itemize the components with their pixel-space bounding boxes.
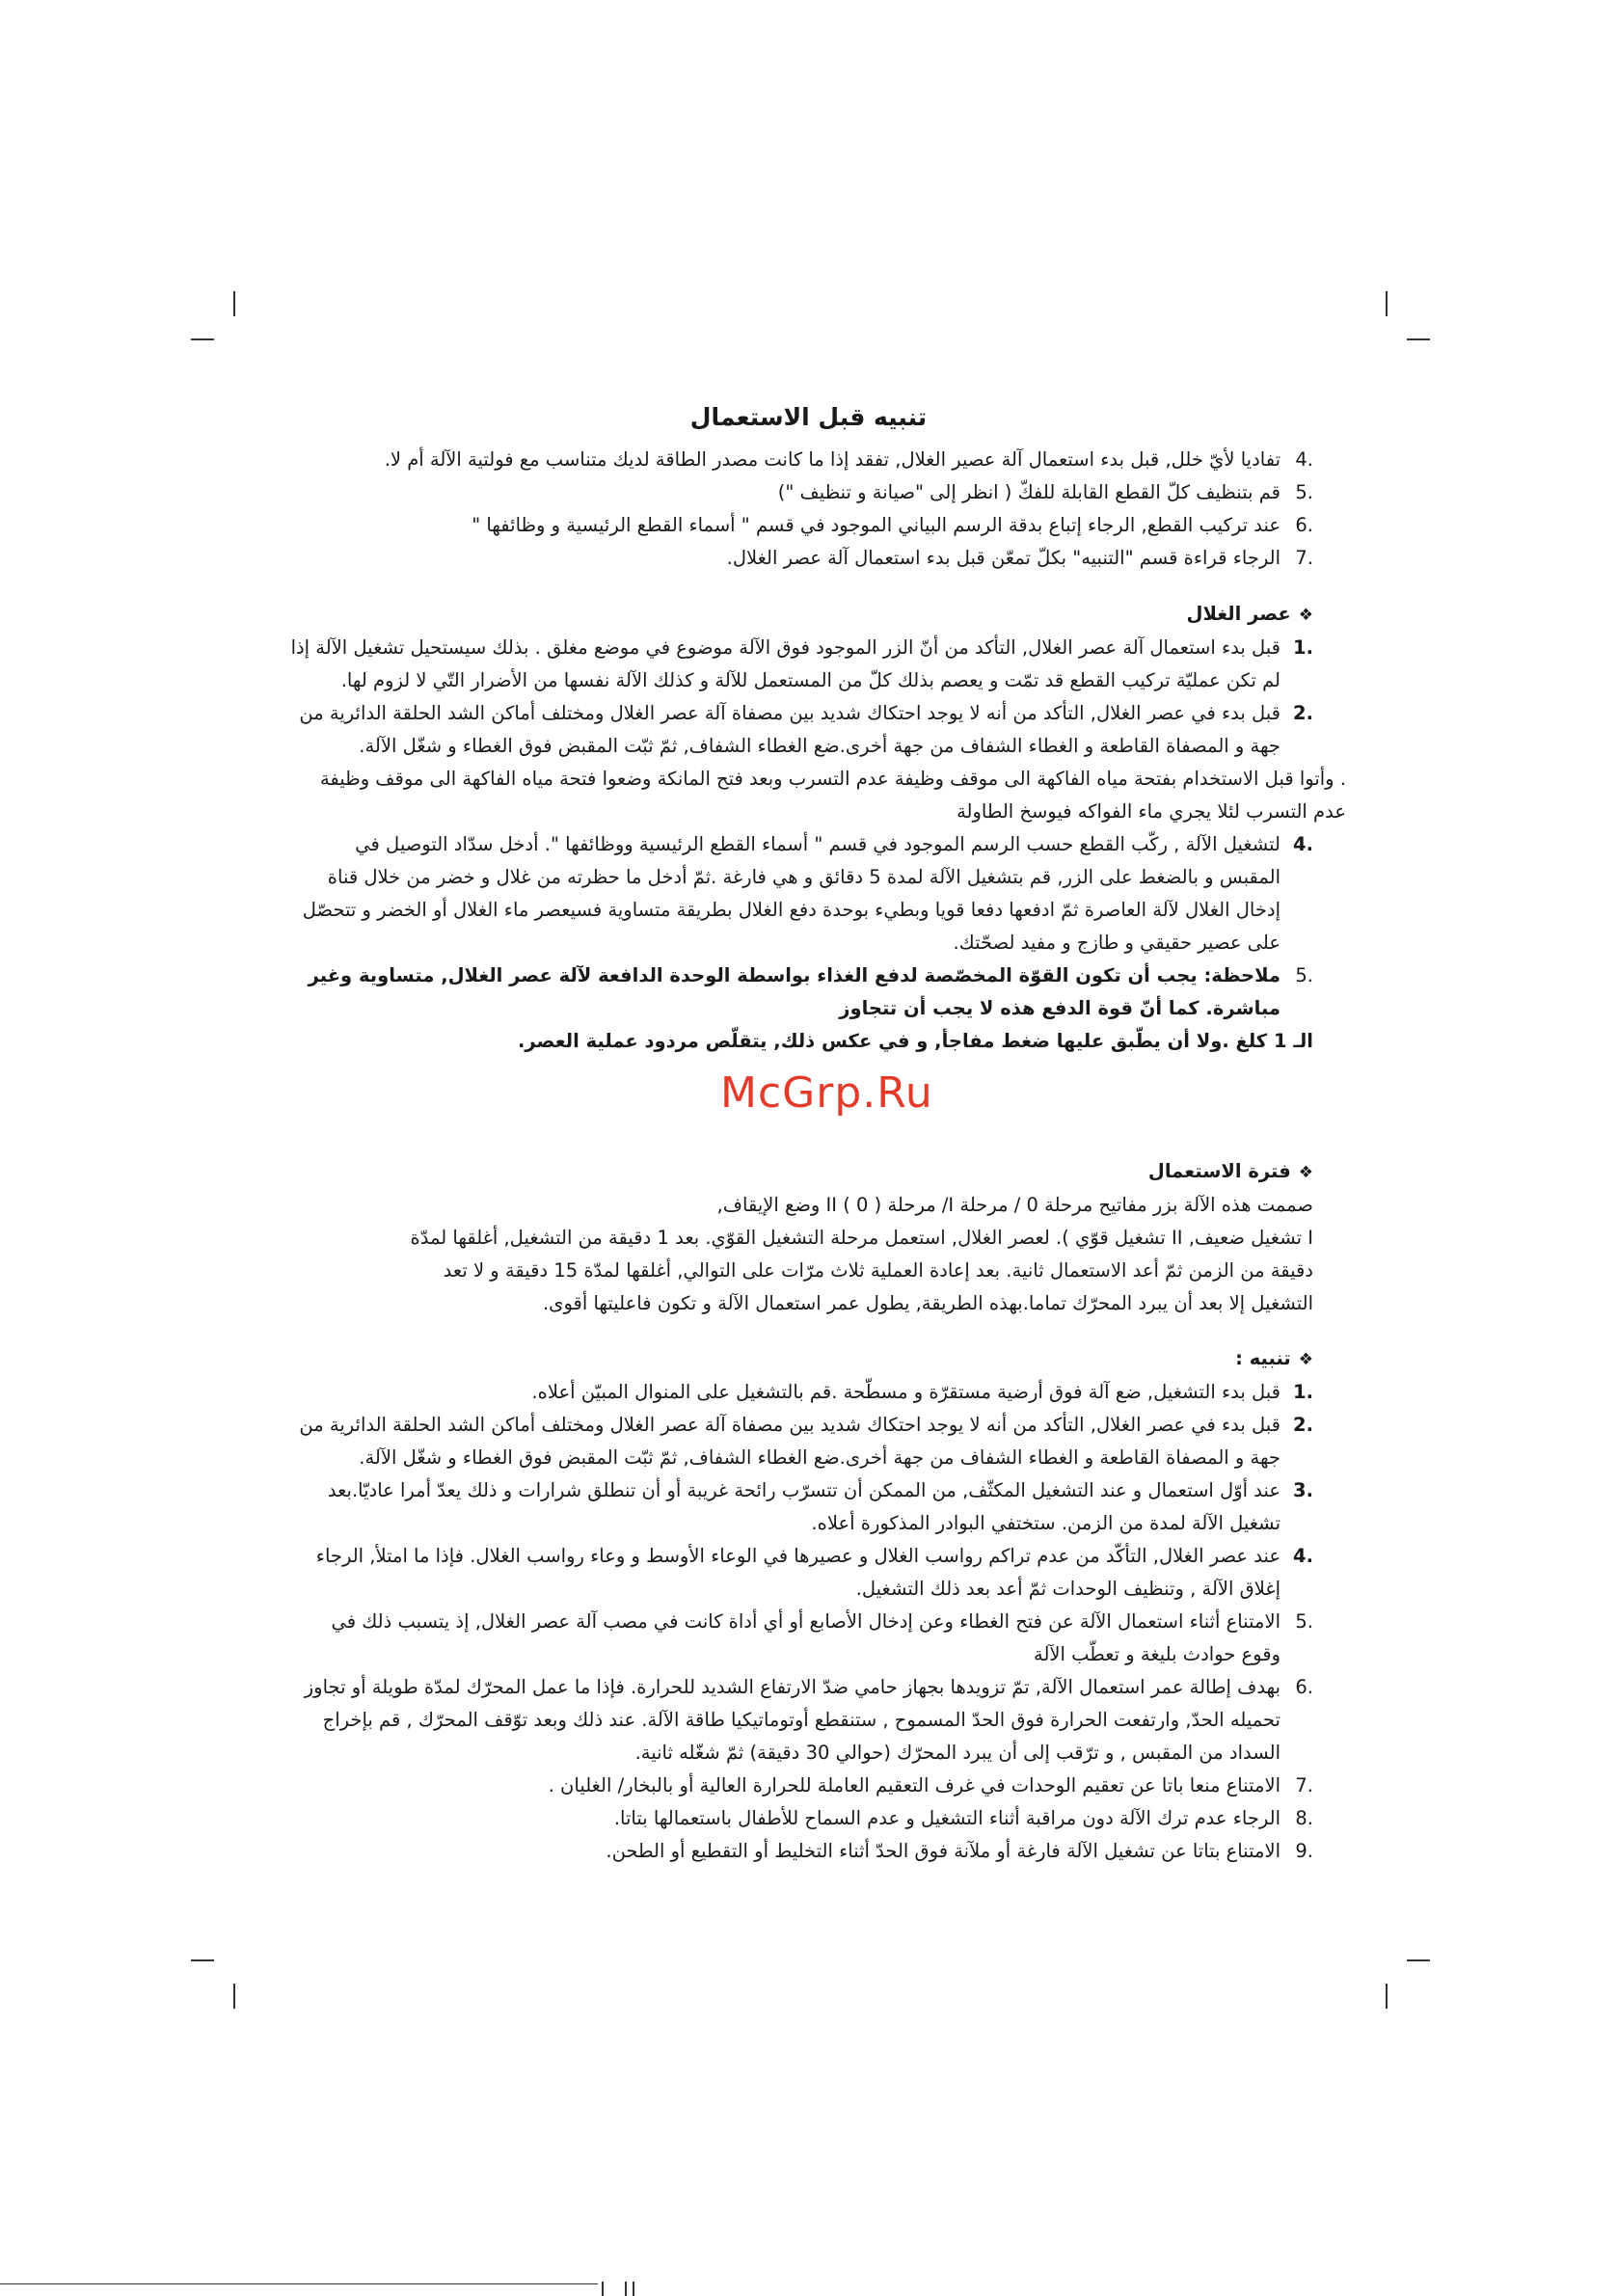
list-item xyxy=(289,959,1313,1025)
list-item xyxy=(289,697,1313,763)
list-item xyxy=(289,1540,1313,1606)
item-text: تفاديا لأيّ خلل, قبل بدء استعمال آلة عصير الغلال, تفقد إذا ما كانت مصدر الطاقة لديك متناسب مع فولتية الآلة أم لا. xyxy=(384,448,1280,471)
crop-mark-bottom-left-v xyxy=(233,1984,235,2009)
warning-section xyxy=(289,1342,1313,1868)
item-text: عند عصر الغلال, التأكّد من عدم تراكم رواسب الغلال و عصيرها في الوعاء الأوسط و وعاء رواسب الغلال. فإذا ما امتلأ, الرجاء إغلاق الآلة , وتنظيف الوحدات ثمّ أعد بعد ذلك التشغيل. xyxy=(315,1545,1280,1600)
item-text: قبل بدء في عصر الغلال, التأكد من أنه لا يوجد احتكاك شديد بين مصفاة آلة عصر الغلال ومختلف أماكن الشد الحلقة الدائرية من جهة و المصفاة القاطعة و الغطاء الشفاف من جهة أخرى.ضع الغطاء الشفاف, ثمّ ثبّت المقبض فوق الغطاء و شغّل الآلة. xyxy=(299,702,1280,757)
crop-mark-bottom-left-h xyxy=(191,1959,214,1961)
footer-tick xyxy=(625,2282,627,2296)
item-text: قبل بدء التشغيل, ضع آلة فوق أرضية مستقرّة و مسطّحة .قم بالتشغيل على المنوال المبيّن أعلاه. xyxy=(531,1381,1280,1403)
watermark-text: McGrp.Ru xyxy=(720,1068,933,1118)
usage-line: صممت هذه الآلة بزر مفاتيح مرحلة 0 / مرحلة I/ مرحلة II ( 0 ) وضع الإيقاف, xyxy=(716,1194,1313,1216)
item-number: 5. xyxy=(1295,1610,1313,1633)
list-item xyxy=(289,1769,1313,1802)
usage-line: دقيقة من الزمن ثمّ أعد الاستعمال ثانية. بعد إعادة العملية ثلاث مرّات على التوالي, أغلقها لمدّة 15 دقيقة و لا تعد xyxy=(443,1259,1313,1282)
item-number: 2. xyxy=(1293,1414,1313,1436)
crop-mark-bottom-right-v xyxy=(1386,1984,1388,2009)
item-number: 9. xyxy=(1295,1840,1313,1862)
crop-mark-top-right-h xyxy=(1407,338,1430,340)
intro-list xyxy=(289,444,1313,575)
item-number: 6. xyxy=(1295,514,1313,536)
juicer-heading: عصر الغلال xyxy=(1186,603,1291,625)
usage-line: I تشغيل ضعيف, II تشغيل قوّي ). لعصر الغلال, استعمل مرحلة التشغيل القوّي. بعد 1 دقيقة من التشغيل, أغلقها لمدّة xyxy=(410,1227,1313,1249)
section-heading xyxy=(289,1342,1313,1376)
list-item xyxy=(289,1474,1313,1540)
item-text: الامتناع أثناء استعمال الآلة عن فتح الغطاء وعن إدخال الأصابع أو أي أداة كانت في مصب آلة عصر الغلال, إذ يتسبب ذلك في وقوع حوادث بليغة و تعطّب الآلة xyxy=(331,1610,1280,1665)
list-item xyxy=(289,1835,1313,1868)
item-number: 3. xyxy=(1293,1479,1313,1501)
item-number: 2. xyxy=(1293,702,1313,724)
item-number: 6. xyxy=(1295,1676,1313,1698)
item-text: عند أوّل استعمال و عند التشغيل المكثّف, من الممكن أن تتسرّب رائحة غريبة أو أن تنطلق شرارات و ذلك يعدّ أمرا عاديّا.بعد تشغيل الآلة لمدة من الزمن. ستختفي البوادر المذكورة أعلاه. xyxy=(327,1479,1280,1534)
item-number: 5. xyxy=(1295,964,1313,986)
list-item xyxy=(289,632,1313,697)
juicer-section xyxy=(289,598,1346,1058)
footer-tick xyxy=(602,2282,604,2296)
list-item xyxy=(289,1409,1313,1474)
item-text: قم بتنظيف كلّ القطع القابلة للفكّ ( انظر إلى "صيانة و تنظيف ") xyxy=(777,481,1280,503)
diamond-bullet-icon: ❖ xyxy=(1298,1350,1313,1369)
list-item xyxy=(289,1606,1313,1671)
usage-line: التشغيل إلا بعد أن يبرد المحرّك تماما.بهذه الطريقة, يطول عمر استعمال الآلة و تكون فاعليتها أقوى. xyxy=(542,1292,1313,1314)
note-tail: الـ 1 كلغ .ولا أن يطّبق عليها ضغط مفاجأ, و في عكس ذلك, يتقلّص مردود عملية العصر. xyxy=(518,1030,1313,1052)
list-item xyxy=(289,1376,1313,1409)
item-number: 8. xyxy=(1295,1807,1313,1829)
list-item xyxy=(289,542,1313,575)
juice-spout-note: . وأتوا قبل الاستخدام بفتحة مياه الفاكهة الى موقف وظيفة عدم التسرب وبعد فتح المانكة وضعوا فتحة مياه الفاكهة الى موقف وظيفة عدم التسرب لئلا يجري ماء الفواكه فيوسخ الطاولة xyxy=(319,768,1346,823)
crop-mark-top-left-h xyxy=(191,338,214,340)
item-number: 5. xyxy=(1295,481,1313,503)
list-item xyxy=(289,476,1313,509)
section-heading xyxy=(289,598,1313,632)
item-number: 4. xyxy=(1293,1545,1313,1567)
item-number: 7. xyxy=(1295,1774,1313,1796)
crop-mark-bottom-right-h xyxy=(1407,1959,1430,1961)
diamond-bullet-icon: ❖ xyxy=(1298,606,1313,625)
list-item xyxy=(289,1802,1313,1835)
item-text: قبل بدء استعمال آلة عصر الغلال, التأكد من أنّ الزر الموجود فوق الآلة موضوع في موضع مغلق . بذلك سيستحيل تشغيل الآلة إذا لم تكن عمليّة تركيب القطع قد تمّت و يعصم بذلك كلّ من المستعمل للآلة و كذلك الآلة نفسها من الأضرار التّي لا لزوم لها. xyxy=(290,636,1280,691)
list-item xyxy=(289,444,1313,476)
list-item xyxy=(289,828,1313,959)
item-text: الرجاء عدم ترك الآلة دون مراقبة أثناء التشغيل و عدم السماح للأطفال باستعمالها بتاتا. xyxy=(613,1807,1280,1829)
item-text: ملاحظة: يجب أن تكون القوّة المخصّصة لدفع الغذاء بواسطة الوحدة الدافعة لآلة عصر الغلال, متساوية وغير مباشرة. كما أنّ قوة الدفع هذه لا يجب أن تتجاوز xyxy=(308,964,1280,1019)
item-number: 1. xyxy=(1293,1381,1313,1403)
usage-heading: فترة الاستعمال xyxy=(1147,1160,1291,1182)
crop-mark-top-left-v xyxy=(233,291,235,316)
item-number: 1. xyxy=(1293,636,1313,659)
list-item xyxy=(289,1671,1313,1769)
page-title: تنبيه قبل الاستعمال xyxy=(689,403,928,431)
item-text: الامتناع بتاتا عن تشغيل الآلة فارغة أو ملآنة فوق الحدّ أثناء التخليط أو التقطيع أو الطحن. xyxy=(606,1840,1280,1862)
usage-section xyxy=(289,1155,1313,1320)
crop-mark-top-right-v xyxy=(1386,291,1388,316)
warning-heading: تنبيه : xyxy=(1235,1347,1291,1369)
item-text: عند تركيب القطع, الرجاء إتباع بدقة الرسم البياني الموجود في قسم " أسماء القطع الرئيسية و وظائفها " xyxy=(472,514,1280,536)
diamond-bullet-icon: ❖ xyxy=(1298,1163,1313,1182)
item-number: 4. xyxy=(1293,833,1313,855)
item-text: قبل بدء في عصر الغلال, التأكد من أنه لا يوجد احتكاك شديد بين مصفاة آلة عصر الغلال ومختلف أماكن الشد الحلقة الدائرية من جهة و المصفاة القاطعة و الغطاء الشفاف من جهة أخرى.ضع الغطاء الشفاف, ثمّ ثبّت المقبض فوق الغطاء و شغّل الآلة. xyxy=(299,1414,1280,1469)
item-text: بهدف إطالة عمر استعمال الآلة, تمّ تزويدها بجهاز حامي ضدّ الارتفاع الشديد للحرارة. فإذا ما عمل المحرّك لمدّة طويلة أو تجاوز تحميله الحدّ, وارتفعت الحرارة فوق الحدّ المسموح , ستنقطع أوتوماتيكيا طاقة الآلة. عند ذلك وبعد توّقف المحرّك , قم بإخراج السداد من المقبس , و ترّقب إلى أن يبرد المحرّك (حوالي 30 دقيقة) ثمّ شغّله ثانية. xyxy=(304,1676,1280,1764)
item-text: الامتناع منعا باتا عن تعقيم الوحدات في غرف التعقيم العاملة للحرارة العالية أو بالبخار/ الغليان . xyxy=(548,1774,1280,1796)
item-text: لتشغيل الآلة , ركّب القطع حسب الرسم الموجود في قسم " أسماء القطع الرئيسية ووظائفها ". أدخل سدّاد التوصيل في المقبس و بالضغط على الزر, قم بتشغيل الآلة لمدة 5 دقائق و هي فارغة .ثمّ أدخل ما حظرته من غلال و خضر من خلال قناة إدخال الغلال لآلة العاصرة ثمّ ادفعها دفعا قويا وبطيء بوحدة دفع الغلال بطريقة متساوية فسيعصر ماء الغلال أو الخضر و تتحصّل على عصير حقيقي و طازج و مفيد لصحّتك. xyxy=(302,833,1280,954)
item-text: الرجاء قراءة قسم "التنبيه" بكلّ تمعّن قبل بدء استعمال آلة عصر الغلال. xyxy=(726,547,1280,569)
list-item xyxy=(289,509,1313,542)
footer-tick xyxy=(633,2282,634,2296)
section-heading xyxy=(289,1155,1313,1189)
footer-rule xyxy=(0,2283,598,2284)
item-number: 7. xyxy=(1295,547,1313,569)
item-number: 4. xyxy=(1295,448,1313,471)
